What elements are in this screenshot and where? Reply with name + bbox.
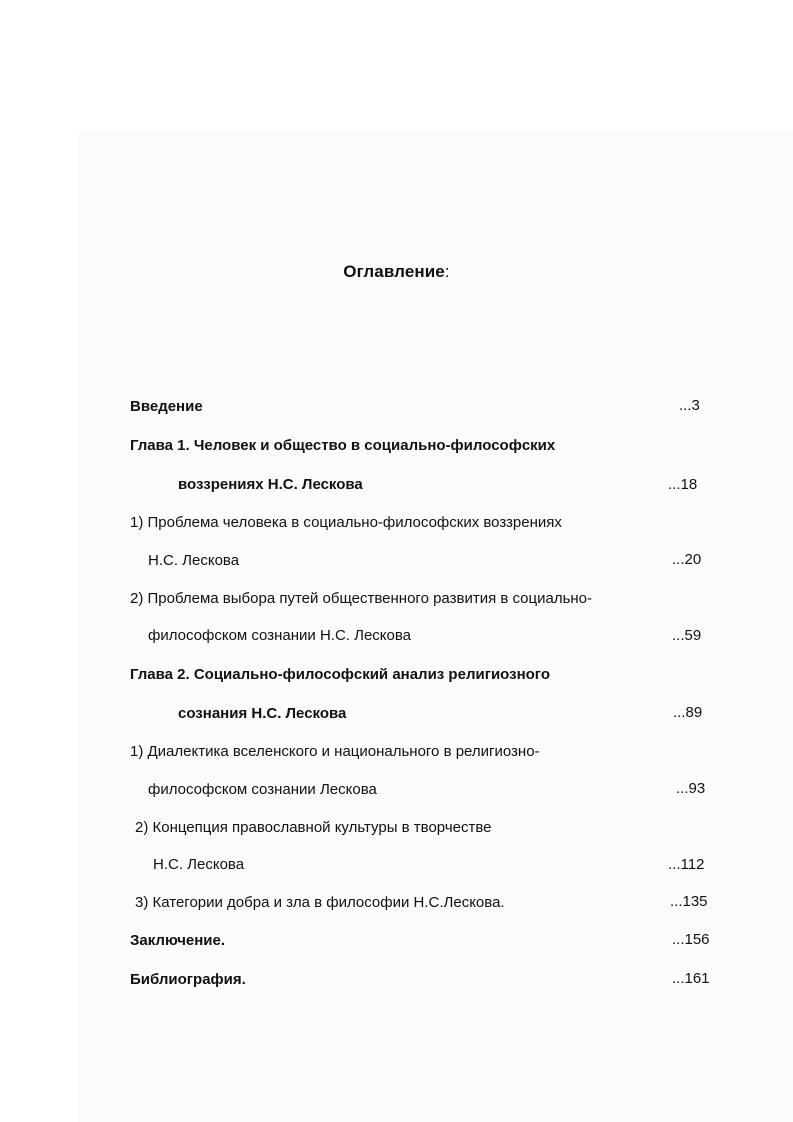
toc-ch2-section1-page: ...93 bbox=[676, 780, 706, 797]
toc-chapter2-line1: Глава 2. Социально-философский анализ религиозного bbox=[130, 666, 551, 683]
toc-chapter1-line2: воззрениях Н.С. Лескова bbox=[178, 476, 363, 493]
toc-ch2-section3-page: ...135 bbox=[670, 893, 708, 910]
toc-ch2-section2-page: ...112 bbox=[668, 856, 705, 873]
toc-chapter1-line1: Глава 1. Человек и общество в социально-философских bbox=[130, 437, 556, 454]
toc-ch1-section1-line1: 1) Проблема человека в социально-философских воззрениях bbox=[130, 514, 562, 531]
page-title-text: Оглавление bbox=[343, 262, 445, 281]
toc-bibliography-label: Библиография. bbox=[130, 971, 246, 988]
toc-chapter2-page: ...89 bbox=[673, 704, 703, 721]
toc-intro-page: ...3 bbox=[679, 397, 700, 414]
toc-bibliography-page: ...161 bbox=[672, 970, 710, 987]
toc-ch1-section2-line2: философском сознании Н.С. Лескова bbox=[148, 627, 412, 644]
toc-intro-label: Введение bbox=[130, 398, 203, 415]
toc-ch1-section1-line2: Н.С. Лескова bbox=[148, 552, 240, 569]
toc-chapter2-line2: сознания Н.С. Лескова bbox=[178, 705, 347, 722]
page-title bbox=[0, 262, 793, 282]
toc-ch1-section1-page: ...20 bbox=[672, 551, 702, 568]
toc-chapter1-page: ...18 bbox=[668, 476, 698, 493]
toc-ch2-section3-line1: 3) Категории добра и зла в философии Н.С.Лескова. bbox=[135, 894, 505, 911]
toc-ch2-section2-line2: Н.С. Лескова bbox=[153, 856, 245, 873]
toc-ch2-section1-line1: 1) Диалектика вселенского и национального в религиозно- bbox=[130, 743, 540, 760]
toc-ch1-section2-line1: 2) Проблема выбора путей общественного развития в социально- bbox=[130, 590, 593, 607]
toc-ch2-section1-line2: философском сознании Лескова bbox=[148, 781, 377, 798]
toc-ch1-section2-page: ...59 bbox=[672, 627, 702, 644]
page-title-colon: : bbox=[444, 262, 450, 281]
toc-conclusion-label: Заключение. bbox=[130, 932, 226, 949]
toc-ch2-section2-line1: 2) Концепция православной культуры в творчестве bbox=[135, 819, 492, 836]
toc-conclusion-page: ...156 bbox=[672, 931, 710, 948]
